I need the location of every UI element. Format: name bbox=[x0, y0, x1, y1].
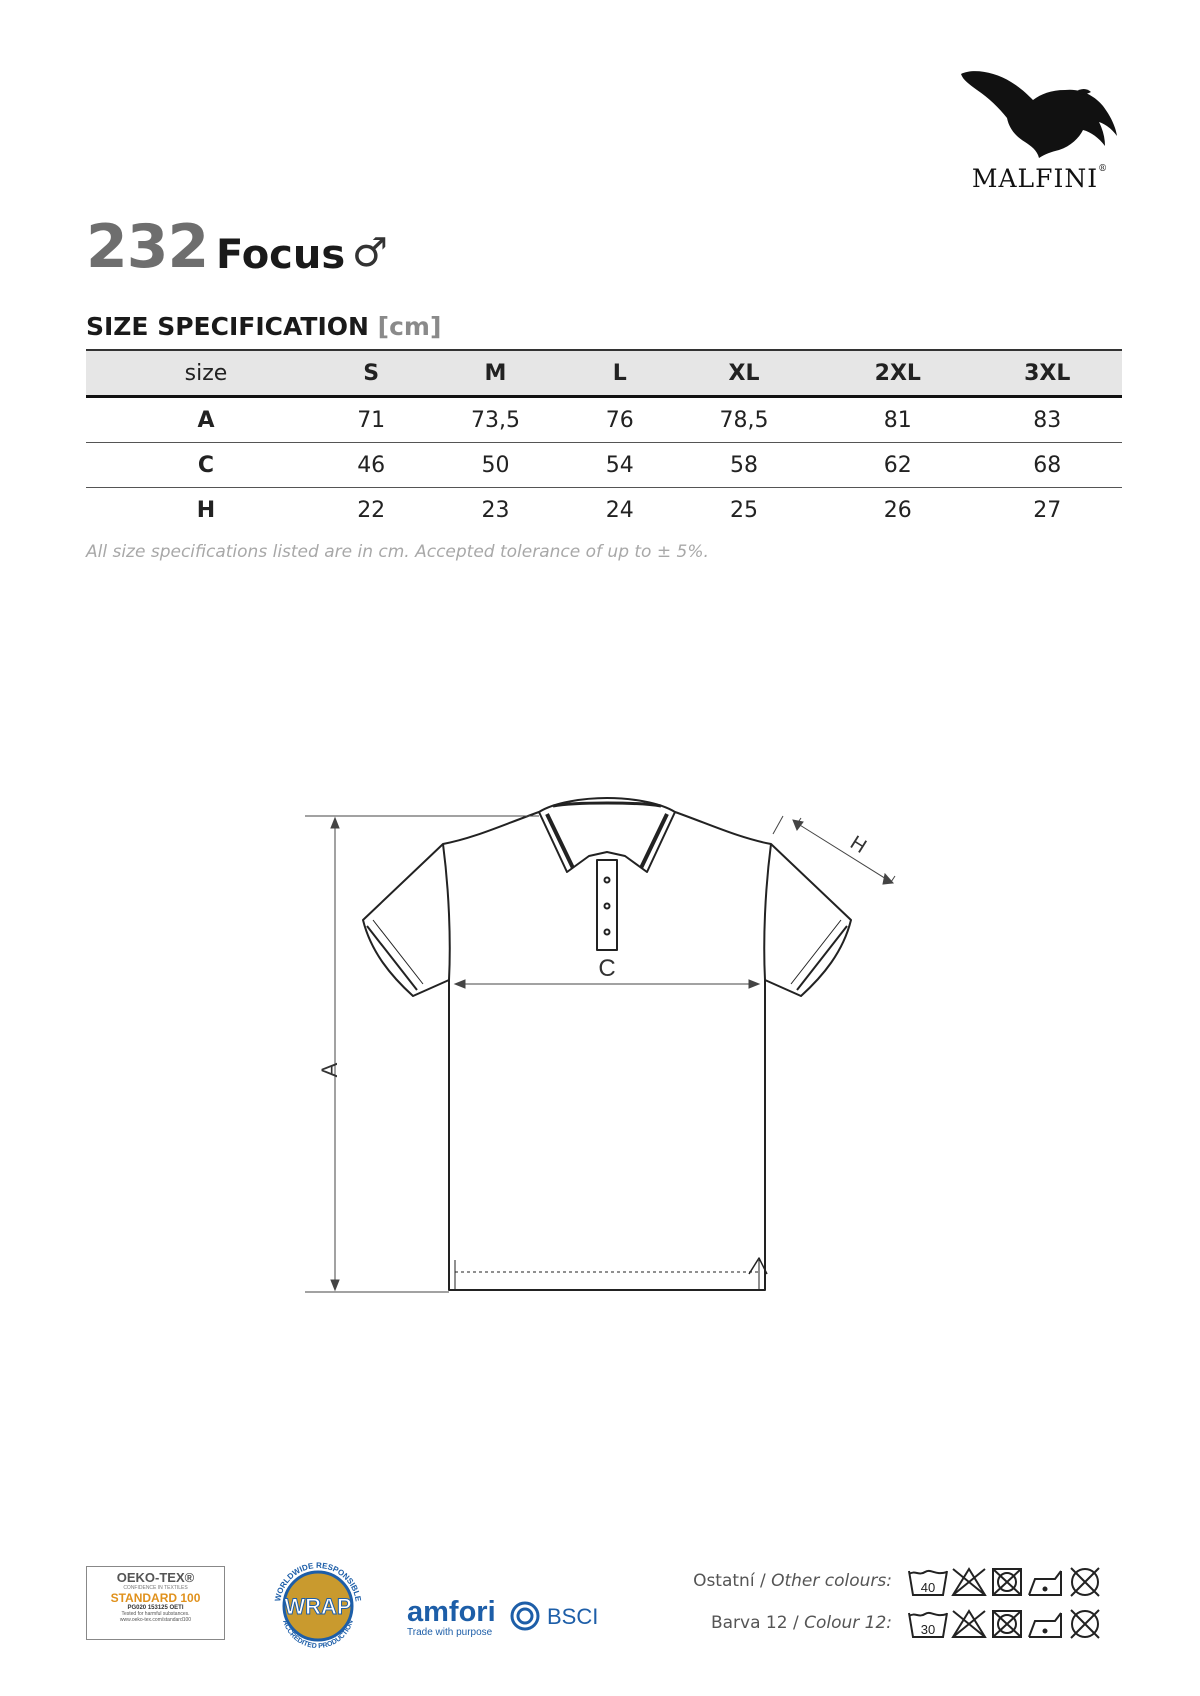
brand-logo bbox=[955, 66, 1125, 193]
no-dry-clean-icon bbox=[1071, 1568, 1099, 1596]
table-cell: 58 bbox=[665, 443, 823, 488]
label-a: A bbox=[317, 1062, 342, 1078]
table-cell: 50 bbox=[416, 443, 574, 488]
table-cell: 23 bbox=[481, 497, 510, 523]
no-tumble-dry-icon bbox=[993, 1569, 1021, 1595]
other-colours-cz: Ostatní / bbox=[693, 1571, 772, 1591]
table-row bbox=[86, 397, 1122, 443]
amfori-logo bbox=[407, 1596, 496, 1638]
amfori-name: amfori bbox=[407, 1596, 496, 1628]
oekotex-tested: Tested for harmful substances. bbox=[121, 1611, 190, 1617]
wash-temp-label: 30 bbox=[920, 1622, 936, 1637]
registered-mark: ® bbox=[1098, 164, 1109, 174]
table-cell: 24 bbox=[605, 497, 634, 523]
amfori-tagline: Trade with purpose bbox=[407, 1627, 493, 1638]
wash-temp-label: 40 bbox=[920, 1580, 936, 1595]
oekotex-subtitle: CONFIDENCE IN TEXTILES bbox=[123, 1585, 188, 1591]
other-colours-en: Other colours: bbox=[771, 1571, 892, 1591]
wash-icon bbox=[909, 1571, 947, 1595]
brand-wordmark bbox=[955, 164, 1125, 193]
oekotex-badge bbox=[86, 1566, 225, 1640]
spec-unit: [cm] bbox=[377, 312, 442, 341]
oekotex-code: PG020 153125 OETI bbox=[127, 1605, 184, 1611]
brand-name: MALFINI bbox=[971, 164, 1099, 193]
spec-heading bbox=[86, 312, 441, 341]
wrap-ring-bottom: ACCREDITED PRODUCTION bbox=[281, 1619, 355, 1651]
size-table bbox=[86, 349, 1122, 532]
no-dry-clean-icon bbox=[1071, 1610, 1099, 1638]
iron-low-icon bbox=[1029, 1571, 1061, 1595]
colour12-cz: Barva 12 / bbox=[710, 1613, 805, 1633]
table-cell: 62 bbox=[823, 443, 972, 488]
table-row bbox=[86, 443, 1122, 488]
table-cell: 71 bbox=[326, 397, 416, 443]
label-c: C bbox=[598, 955, 616, 982]
bsci-icon bbox=[509, 1600, 541, 1632]
product-number: 232 bbox=[86, 212, 209, 282]
bsci-text: BSCI bbox=[547, 1604, 599, 1629]
header-cell-3xl: 3XL bbox=[973, 350, 1122, 397]
eagle-icon bbox=[955, 66, 1125, 158]
table-cell: 73,5 bbox=[416, 397, 574, 443]
iron-low-icon bbox=[1029, 1613, 1061, 1637]
wrap-ring-top: WORLDWIDE RESPONSIBLE bbox=[273, 1560, 363, 1603]
table-cell: 46 bbox=[326, 443, 416, 488]
header-cell-m: M bbox=[416, 350, 574, 397]
table-header-row bbox=[86, 350, 1122, 397]
label-h: H bbox=[846, 831, 871, 859]
oekotex-title: OEKO-TEX® bbox=[116, 1570, 195, 1585]
table-cell: 83 bbox=[973, 397, 1122, 443]
table-cell: 68 bbox=[973, 443, 1122, 488]
table-cell: 54 bbox=[575, 443, 665, 488]
table-row bbox=[86, 488, 1122, 533]
table-cell: 25 bbox=[729, 497, 758, 523]
wrap-logo bbox=[268, 1556, 368, 1656]
product-name: Focus bbox=[216, 232, 346, 278]
tolerance-note: All size specifications listed are in cm. Accepted tolerance of up to ± 5%. bbox=[86, 542, 709, 562]
table-cell: 81 bbox=[823, 397, 972, 443]
header-cell-s: S bbox=[326, 350, 416, 397]
male-icon: ♂ bbox=[352, 230, 388, 276]
wash-icon bbox=[909, 1613, 947, 1637]
table-cell: 26 bbox=[883, 497, 912, 523]
table-cell: 22 bbox=[357, 497, 386, 523]
no-bleach-icon bbox=[953, 1611, 985, 1637]
oekotex-standard: STANDARD 100 bbox=[110, 1591, 201, 1605]
row-label: A bbox=[86, 397, 326, 443]
care-symbols-other bbox=[905, 1565, 1125, 1599]
table-cell: 78,5 bbox=[665, 397, 823, 443]
header-cell-size: size bbox=[86, 350, 326, 397]
table-cell: 76 bbox=[575, 397, 665, 443]
no-tumble-dry-icon bbox=[993, 1611, 1021, 1637]
no-bleach-icon bbox=[953, 1569, 985, 1595]
row-label: H bbox=[196, 497, 216, 523]
wrap-text: WRAP bbox=[284, 1594, 352, 1619]
polo-shirt-diagram bbox=[295, 780, 935, 1300]
colour12-en: Colour 12: bbox=[804, 1613, 892, 1633]
oekotex-site: www.oeko-tex.com/standard100 bbox=[119, 1617, 192, 1623]
header-cell-2xl: 2XL bbox=[823, 350, 972, 397]
header-cell-l: L bbox=[575, 350, 665, 397]
care-symbols-colour12 bbox=[905, 1607, 1125, 1641]
table-cell: 27 bbox=[1033, 497, 1062, 523]
other-colours-label bbox=[662, 1571, 892, 1591]
spec-heading-text: SIZE SPECIFICATION bbox=[86, 312, 369, 341]
row-label: C bbox=[86, 443, 326, 488]
header-cell-xl: XL bbox=[665, 350, 823, 397]
colour12-label bbox=[662, 1613, 892, 1633]
